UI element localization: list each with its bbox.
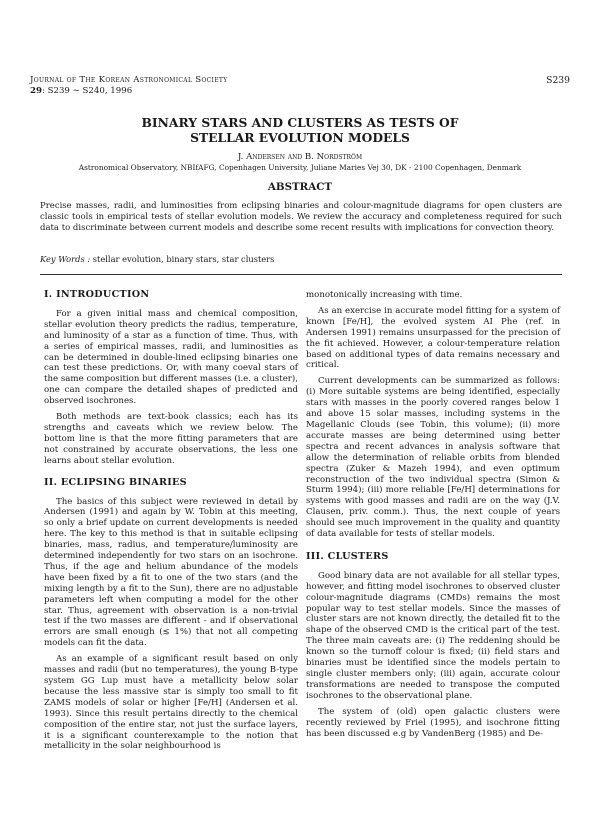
- paragraph: Good binary data are not available for all stellar types, however, and fitting model isochrones to observed cluster colour-magnitude diagrams (CMDs) remains the most popular way to test stellar models. Since the masses of cluster stars are not known directly, the detailed fit to the shape of the observed CMD is the critical part of the test. The three main caveats are: (i) The reddening should be known so the turnoff colour is fixed; (ii) field stars and binaries must be identified since the models pertain to single cluster members only; (iii) again, accurate colour transformations are needed to transpose the computed isochrones to the observational plane.: [306, 570, 560, 701]
- paragraph: monotonically increasing with time.: [306, 290, 463, 300]
- abstract-divider: [40, 274, 562, 275]
- journal-volume: 29: [30, 86, 42, 96]
- keywords-list: stellar evolution, binary stars, star clusters: [90, 254, 275, 264]
- paragraph: The basics of this subject were reviewed in detail by Andersen (1991) and again by W. Tobin at this meeting, so only a brief update on current developments is needed here. The key to this method is that in suitable eclipsing binaries, mass, radius, and temperature/luminosity are determined independently for two stars on an isochrone. Thus, if the age and helium abundance of the models have been fixed by a fit to one of the two stars (and the mixing length by a fit to the Sun), there are no adjustable parameters left when computing a model for the other star. Thus, agreement with observation is a non-trivial test if the two masses are different - and if observational errors are small enough (≲ 1%) that not all competing models can fit the data.: [44, 496, 298, 649]
- abstract-text: Precise masses, radii, and luminosities from eclipsing binaries and colour-magnitude diagrams for open clusters are classic tools in empirical tests of stellar evolution models. We review the accuracy and completeness required for such data to discriminate between current models and describe some recent results with implications for convection theory.: [40, 201, 562, 233]
- paragraph: As an exercise in accurate model fitting for a system of known [Fe/H], the evolved system AI Phe (ref. in Andersen 1991) remains unsurpassed for the precision of the fit achieved. However, a colour-temperature relation based on additional types of data remains necessary and critical.: [306, 305, 560, 371]
- paragraph: Both methods are text-book classics; each has its strengths and caveats which we review below. The bottom line is that the more fitting parameters that are not constrained by accurate observations, the less one learns about stellar evolution.: [44, 412, 298, 466]
- abstract-heading: ABSTRACT: [267, 181, 333, 193]
- keywords: [40, 254, 562, 264]
- section-heading-clusters: III. CLUSTERS: [306, 550, 389, 562]
- title-line-1: BINARY STARS AND CLUSTERS AS TESTS OF: [141, 115, 459, 130]
- section-heading-introduction: I. INTRODUCTION: [44, 289, 150, 300]
- paragraph: The system of (old) open galactic clusters were recently reviewed by Friel (1995), and isochrone fitting has been discussed e.g by VandenBerg (1985) and De-: [306, 706, 560, 739]
- title-line-2: STELLAR EVOLUTION MODELS: [190, 130, 410, 145]
- right-column: [306, 290, 560, 744]
- paper-title: [30, 115, 570, 145]
- page-number: S239: [546, 75, 570, 86]
- journal-citation: [30, 86, 570, 97]
- keywords-label: Key Words :: [40, 254, 91, 264]
- journal-name: Journal of The Korean Astronomical Society: [30, 75, 228, 85]
- paragraph: As an example of a significant result based on only masses and radii (but no temperatures), the young B-type system GG Lup must have a metallicity below solar because the less massive star is simply too small to fit ZAMS models of solar or higher [Fe/H] (Andersen et al. 1993). Since this result pertains directly to the chemical composition of the entire star, not just the surface layers, it is a significant counterexample to the notion that metallicity in the solar neighbourhood is: [44, 654, 298, 752]
- paragraph: Current developments can be summarized as follows: (i) More suitable systems are being identified, especially stars with masses in the poorly covered ranges below 1 and above 15 solar masses, including systems in the Magellanic Clouds (see Tobin, this volume); (ii) more accurate masses are being determined using better spectra and recent advances in analysis software that allow the determination of reliable orbits from blended spectra (Zuker & Mazeh 1994), and even optimum reconstruction of the two individual spectra (Simon & Sturm 1994); (iii) more reliable [Fe/H] determinations for systems with good masses and radii are on the way (J.V. Clausen, priv. comm.). Thus, the next couple of years should see much improvement in the quality and quantity of data available for tests of stellar models.: [306, 376, 560, 540]
- section-heading-eclipsing-binaries: II. ECLIPSING BINARIES: [44, 476, 187, 488]
- journal-header: [30, 75, 570, 97]
- paragraph: For a given initial mass and chemical composition, stellar evolution theory predicts the radius, temperature, and luminosity of a star as a function of time. Thus, with a series of empirical masses, radii, and luminosities as can be determined in double-lined eclipsing binaries one can test these predictions. Or, with many coeval stars of the same composition but different masses (i.e. a cluster), one can compare the detailed shapes of predicted and observed isochrones.: [44, 308, 298, 407]
- affiliation: Astronomical Observatory, NBIfAFG, Copenhagen University, Juliane Maries Vej 30, DK - 2100 Copenhagen, Denmark: [78, 163, 522, 172]
- journal-pages: : S239 ∼ S240, 1996: [41, 86, 133, 96]
- left-column: [44, 290, 298, 757]
- authors: J. Andersen and B. Nordström: [237, 152, 363, 162]
